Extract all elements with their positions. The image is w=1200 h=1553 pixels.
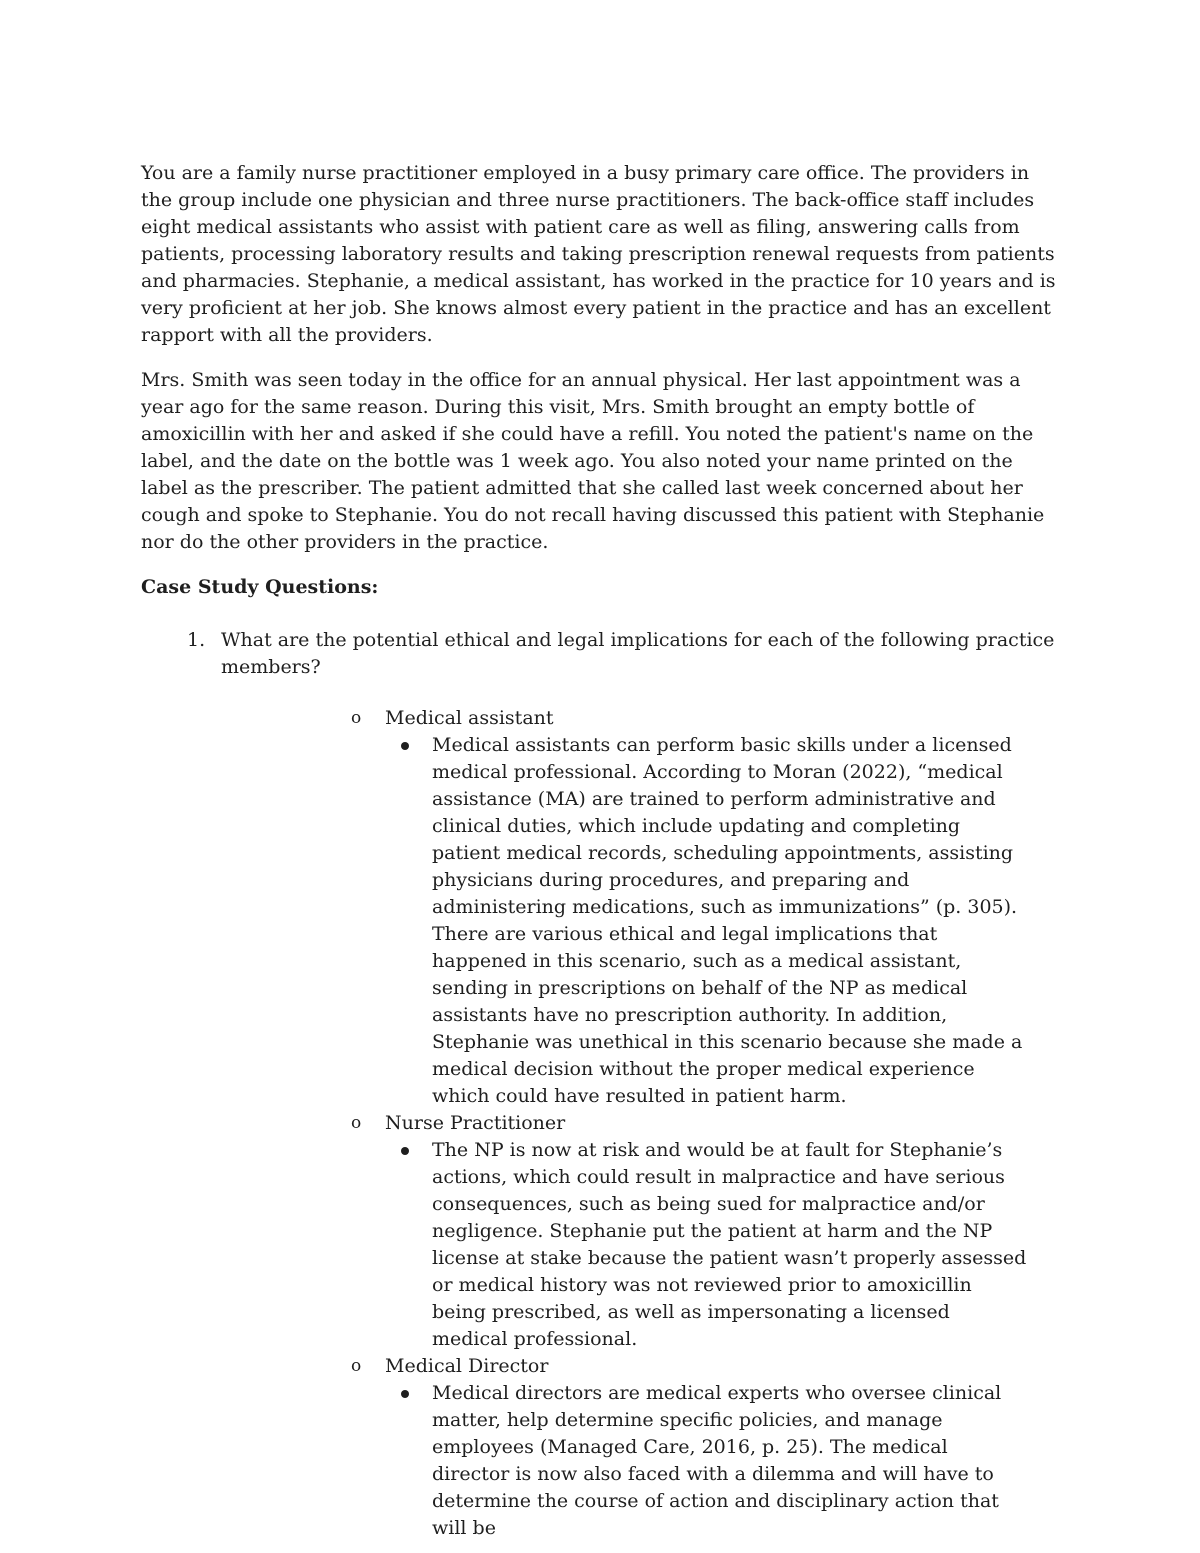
intro-paragraph: You are a family nurse practitioner employed in a busy primary care office. The providers in the group include one physician and three nurse practitioners. The back-office staff includes eight medical assistants who assist with patient care as well as filing, answering calls from patients, processing laboratory results and taking prescription renewal requests from patients and pharmacies. Stephanie, a medical assistant, has worked in the practice for 10 years and is very proficient at her job. She knows almost every patient in the practice and has an excellent rapport with all the providers. — [141, 162, 1056, 346]
questions-heading: Case Study Questions: — [141, 576, 379, 598]
member-nurse-practitioner — [305, 1110, 1061, 1353]
document-body — [141, 160, 1061, 1542]
point-text: Medical assistants can perform basic skills under a licensed medical professional. According to Moran (2022), “medical assistance (MA) are trained to perform administrative and clinical duties, which include updating and completing patient medical records, scheduling appointments, assisting physicians during procedures, and preparing and administering medications, such as immunizations” (p. 305). There are various ethical and legal implications that happened in this scenario, such as a medical assistant, sending in prescriptions on behalf of the NP as medical assistants have no prescription authority. In addition, Stephanie was unethical in this scenario because she made a medical decision without the proper medical experience which could have resulted in patient harm. — [432, 734, 1023, 1107]
circle-marker-icon: o — [351, 1113, 362, 1133]
bullet-icon — [401, 1147, 409, 1155]
circle-marker-icon: o — [351, 708, 362, 728]
point-text: The NP is now at risk and would be at fault for Stephanie’s actions, which could result in malpractice and have serious consequences, such as being sued for malpractice and/or negligence. Stephanie put the patient at harm and the NP license at stake because the patient wasn’t properly assessed or medical history was not reviewed prior to amoxicillin being prescribed, as well as impersonating a licensed medical professional. — [432, 1139, 1027, 1350]
question-item-1 — [141, 627, 1061, 1542]
list-item — [352, 1380, 1028, 1542]
member-points-list — [352, 1380, 1028, 1542]
member-points-list — [352, 732, 1028, 1110]
questions-list — [141, 627, 1061, 1542]
practice-members-list — [305, 705, 1061, 1542]
point-text: Medical directors are medical experts who oversee clinical matter, help determine specific policies, and manage employees (Managed Care, 2016, p. 25). The medical director is now also faced with a dilemma and will have to determine the course of action and disciplinary action that will be — [432, 1382, 1002, 1539]
member-title: Nurse Practitioner — [385, 1112, 566, 1134]
list-item — [352, 732, 1028, 1110]
bullet-icon — [401, 742, 409, 750]
member-medical-assistant — [305, 705, 1061, 1110]
question-number: 1. — [187, 629, 206, 651]
member-title: Medical Director — [385, 1355, 549, 1377]
circle-marker-icon: o — [351, 1356, 362, 1376]
member-points-list — [352, 1137, 1028, 1353]
question-text: What are the potential ethical and legal implications for each of the following practice members? — [221, 629, 1055, 678]
member-medical-director — [305, 1353, 1061, 1542]
scenario-paragraph: Mrs. Smith was seen today in the office for an annual physical. Her last appointment was a year ago for the same reason. During this visit, Mrs. Smith brought an empty bottle of amoxicillin with her and asked if she could have a refill. You noted the patient's name on the label, and the date on the bottle was 1 week ago. You also noted your name printed on the label as the prescriber. The patient admitted that she called last week concerned about her cough and spoke to Stephanie. You do not recall having discussed this patient with Stephanie nor do the other providers in the practice. — [141, 369, 1045, 553]
list-item — [352, 1137, 1028, 1353]
member-title: Medical assistant — [385, 707, 554, 729]
bullet-icon — [401, 1390, 409, 1398]
